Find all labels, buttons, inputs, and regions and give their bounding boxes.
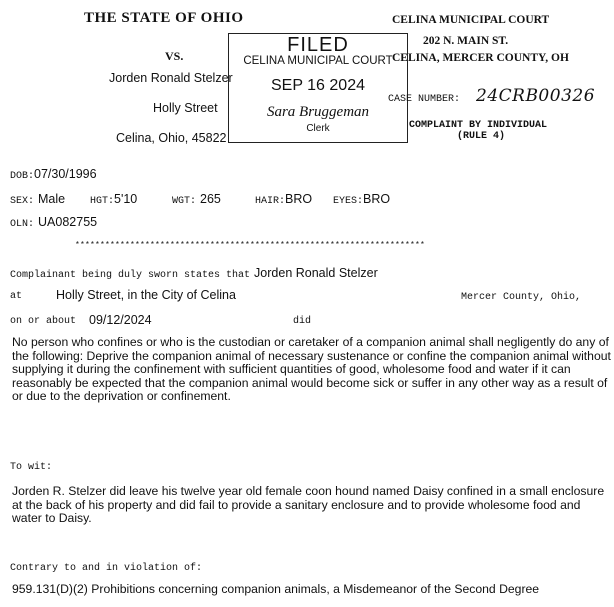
separator-line: ********************************************************************** [75,241,426,250]
complainant-name: Jorden Ronald Stelzer [254,266,378,280]
at-label: at [10,291,23,302]
sworn-prefix: Complainant being duly sworn states that [10,270,251,281]
court-address: 202 N. MAIN ST. [423,35,509,47]
violation-text: 959.131(D)(2) Prohibitions concerning companion animals, a Misdemeanor of the Second Degree [12,582,540,596]
court-city: CELINA, MERCER COUNTY, OH [392,52,569,64]
sex-value: Male [38,192,66,206]
to-wit-text: Jorden R. Stelzer did leave his twelve year old female coon hound named Daisy confined in a small enclosure at the back of his property and did fail to provide a sanitary enclosure and to provide wholesome food and water to Daisy. [12,484,605,526]
wgt-value: 265 [200,192,221,206]
clerk-signature: Sara Bruggeman [266,104,370,120]
eyes-value: BRO [363,192,391,206]
stamp-filed-label: FILED [287,34,349,56]
hair-label: HAIR: [255,196,286,207]
oln-label: OLN: [10,219,35,230]
sworn-statement [10,264,378,282]
stamp-court-name: CELINA MUNICIPAL COURT [243,55,393,67]
hair-value: BRO [285,192,313,206]
to-wit-label: To wit: [10,462,53,473]
violation-label: Contrary to and in violation of: [10,563,203,574]
sex-label: SEX: [10,196,35,207]
statute-text: No person who confines or who is the custodian or caretaker of a companion animal shall negligently do any of the following: Deprive the companion animal of necessary sustenance or confine the companion animal without supplying it during the confinement with sufficient quantities of good, wholesome food and water if it can reasonably be expected that the companion animal would become sick or suffer in any other way as a result of or due to the deprivation or confinement. [12,335,611,404]
eyes-field [333,190,390,208]
offense-location: Holly Street, in the City of Celina [56,288,236,302]
wgt-field [172,190,221,208]
oln-value: UA082755 [38,215,98,229]
case-number: 24CRB00326 [476,86,596,106]
dob-row [10,165,97,183]
stamp-date: SEP 16 2024 [270,77,365,94]
court-name: CELINA MUNICIPAL COURT [392,14,550,26]
did-label: did [293,316,312,327]
hgt-value: 5'10 [114,192,138,206]
hair-field [255,190,312,208]
dob-value: 07/30/1996 [34,167,97,181]
case-number-label: CASE NUMBER: [388,94,461,105]
wgt-label: WGT: [172,196,197,207]
dob-label: DOB: [10,171,35,182]
sex-row [10,190,65,208]
oln-row [10,213,97,231]
filed-stamp [228,33,408,143]
hgt-label: HGT: [90,196,115,207]
offense-county: Mercer County, Ohio, [461,292,582,303]
offense-date: 09/12/2024 [89,313,152,327]
defendant-city: Celina, Ohio, 45822 [116,131,227,145]
defendant-name: Jorden Ronald Stelzer [109,71,233,85]
complaint-rule: (RULE 4) [457,131,506,142]
eyes-label: EYES: [333,196,364,207]
defendant-street: Holly Street [153,101,218,115]
complaint-type: COMPLAINT BY INDIVIDUAL [409,120,548,131]
hgt-field [90,190,137,208]
stamp-clerk-label: Clerk [306,123,330,134]
state-heading: THE STATE OF OHIO [84,10,244,26]
on-about-label: on or about [10,316,77,327]
versus-label: VS. [165,49,184,63]
